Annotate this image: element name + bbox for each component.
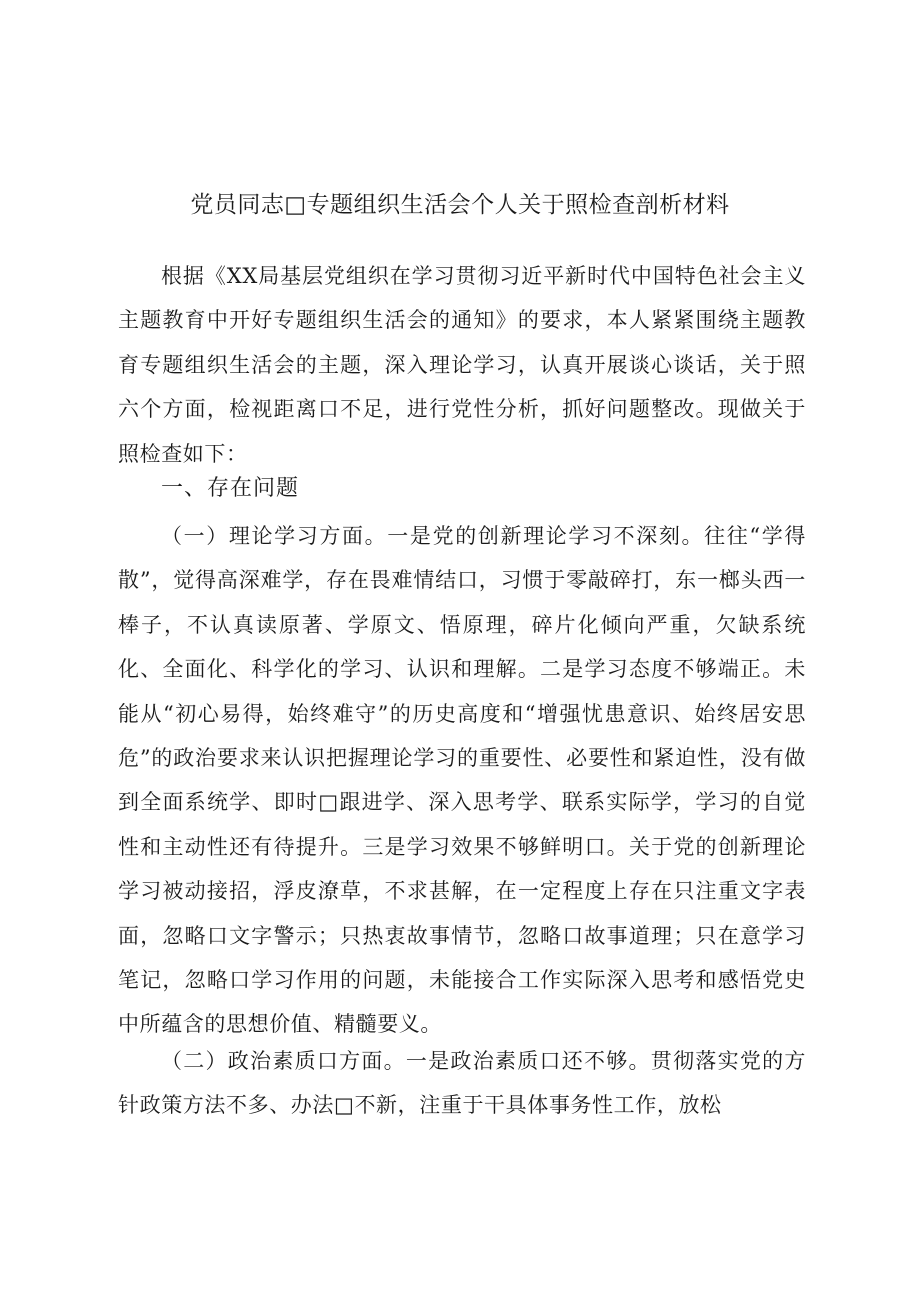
section-heading-existing-problems: 一、存在问题 <box>161 476 300 501</box>
document-title: 党员同志□专题组织生活会个人关于照检查剖析材料 <box>190 192 730 218</box>
paragraph-political-quality: （二）政治素质口方面。一是政治素质口还不够。贯彻落实党的方针政策方法不多、办法□不新，注重于干具体事务性工作，放松 <box>118 1049 806 1118</box>
paragraph-theory-study: （一）理论学习方面。一是党的创新理论学习不深刻。往往“学得散”，觉得高深难学，存在畏难情结口，习惯于零敲碎打，东一榔头西一棒子，不认真读原著、学原文、悟原理，碎片化倾向严重，欠缺系统化、全面化、科学化的学习、认识和理解。二是学习态度不够端正。未能从“初心易得，始终难守”的历史高度和“增强忧患意识、始终居安思危”的政治要求来认识把握理论学习的重要性、必要性和紧迫性，没有做到全面系统学、即时□跟进学、深入思考学、联系实际学，学习的自觉性和主动性还有待提升。三是学习效果不够鲜明口。关于党的创新理论学习被动接招，浮皮潦草，不求甚解，在一定程度上存在只注重文字表面，忽略口文字警示；只热衷故事情节，忽略口故事道理；只在意学习笔记，忽略口学习作用的问题，未能接合工作实际深入思考和感悟党史中所蕴含的思想价值、精髓要义。 <box>118 524 806 1037</box>
intro-paragraph: 根据《XX局基层党组织在学习贯彻习近平新时代中国特色社会主义主题教育中开好专题组织生活会的通知》的要求，本人紧紧围绕主题教育专题组织生活会的主题，深入理论学习，认真开展谈心谈话，关于照六个方面，检视距离口不足，进行党性分析，抓好问题整改。现做关于照检查如下： <box>118 264 806 466</box>
